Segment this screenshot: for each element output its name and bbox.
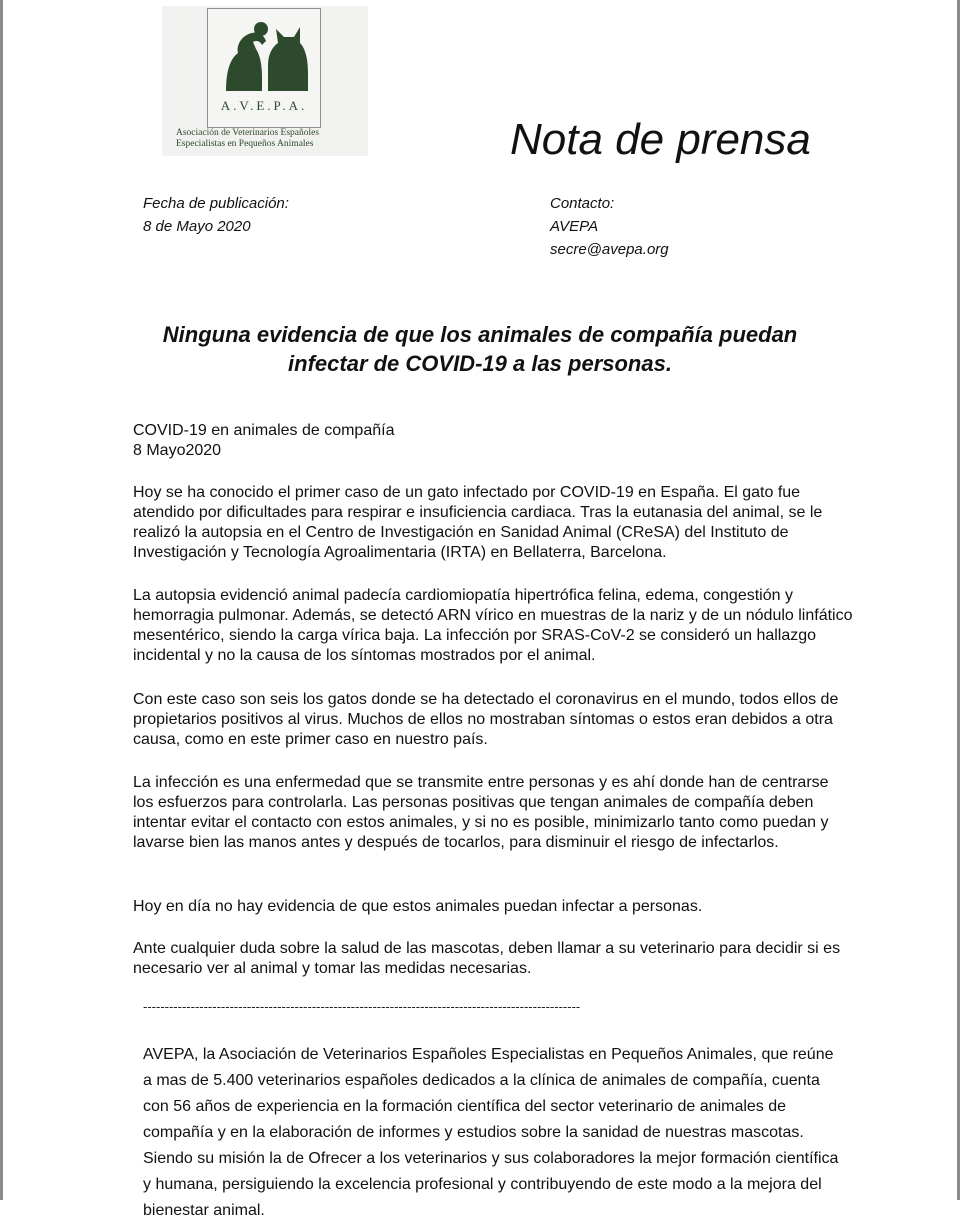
headline: Ninguna evidencia de que los animales de compañía puedan infectar de COVID-19 a las personas.	[162, 322, 798, 376]
intro-block	[133, 421, 853, 461]
paragraph-1: Hoy se ha conocido el primer caso de un gato infectado por COVID-19 en España. El gato fue atendido por dificultades para respirar e insuficiencia cardiaca. Tras la eutanasia del animal, se le realizó la autopsia en el Centro de Investigación en Sanidad Animal (CReSA) del Instituto de Investigación y Tecnología Agroalimentaria (IRTA) en Bellaterra, Barcelona.	[133, 484, 823, 561]
date-value: 8 de Mayo 2020	[143, 218, 251, 235]
paragraph-3: Con este caso son seis los gatos donde se ha detectado el coronavirus en el mundo, todos ellos de propietarios positivos al virus. Muchos de ellos no mostraban síntomas o estos eran debidos a otra causa, como en este primer caso en nuestro país.	[133, 691, 839, 748]
contact-email[interactable]: secre@avepa.org	[550, 241, 669, 258]
paragraph-6: Ante cualquier duda sobre la salud de las mascotas, deben llamar a su veterinario para decidir si es necesario ver al animal y tomar las medidas necesarias.	[133, 940, 841, 977]
dog-and-cat-icon	[216, 15, 312, 95]
paragraph-2: La autopsia evidenció animal padecía cardiomiopatía hipertrófica felina, edema, congestión y hemorragia pulmonar. Además, se detectó ARN vírico en muestras de la nariz y de un nódulo linfático mesentérico, siendo la carga vírica baja. La infección por SRAS-CoV-2 se consideró un hallazgo incidental y no la causa de los síntomas mostrados por el animal.	[133, 587, 853, 664]
publication-date-block	[143, 192, 289, 238]
logo-wordmark: A.V.E.P.A.	[220, 98, 308, 113]
section-divider: -----------------------------------------------------------------------------------------------------	[143, 999, 581, 1014]
contact-block	[550, 192, 669, 261]
contact-name: AVEPA	[550, 218, 599, 235]
page-title: Nota de prensa	[510, 115, 811, 164]
page-edge-left	[0, 0, 3, 1200]
paragraph-5: Hoy en día no hay evidencia de que estos animales puedan infectar a personas.	[133, 898, 703, 915]
contact-label: Contacto:	[550, 195, 615, 212]
avepa-logo	[162, 6, 368, 156]
paragraph-4: La infección es una enfermedad que se transmite entre personas y es ahí donde han de centrarse los esfuerzos para controlarla. Las personas positivas que tengan animales de compañía deben intentar evitar el contacto con estos animales, y si no es posible, minimizarlo tanto como puedan y lavarse bien las manos antes y después de tocarlos, para disminuir el riesgo de infectarlos.	[133, 774, 829, 851]
intro-date: 8 Mayo2020	[133, 442, 222, 459]
date-label: Fecha de publicación:	[143, 195, 289, 212]
logo-subtitle-line2: Especialistas en Pequeños Animales	[176, 139, 314, 149]
about-avepa: AVEPA, la Asociación de Veterinarios Españoles Especialistas en Pequeños Animales, que reúne a mas de 5.400 veterinarios españoles dedicados a la clínica de animales de compañía, cuenta con 56 años de experiencia en la formación científica del sector veterinario de animales de compañía y en la elaboración de informes y estudios sobre la sanidad de nuestras mascotas. Siendo su misión la de Ofrecer a los veterinarios y sus colaboradores la mejor formación científica y humana, persiguiendo la excelencia profesional y contribuyendo de este modo a la mejora del bienestar animal.	[143, 1046, 839, 1219]
logo-subtitle	[176, 128, 366, 150]
intro-topic: COVID-19 en animales de compañía	[133, 422, 395, 439]
logo-frame	[207, 8, 321, 128]
logo-subtitle-line1: Asociación de Veterinarios Españoles	[176, 128, 320, 138]
